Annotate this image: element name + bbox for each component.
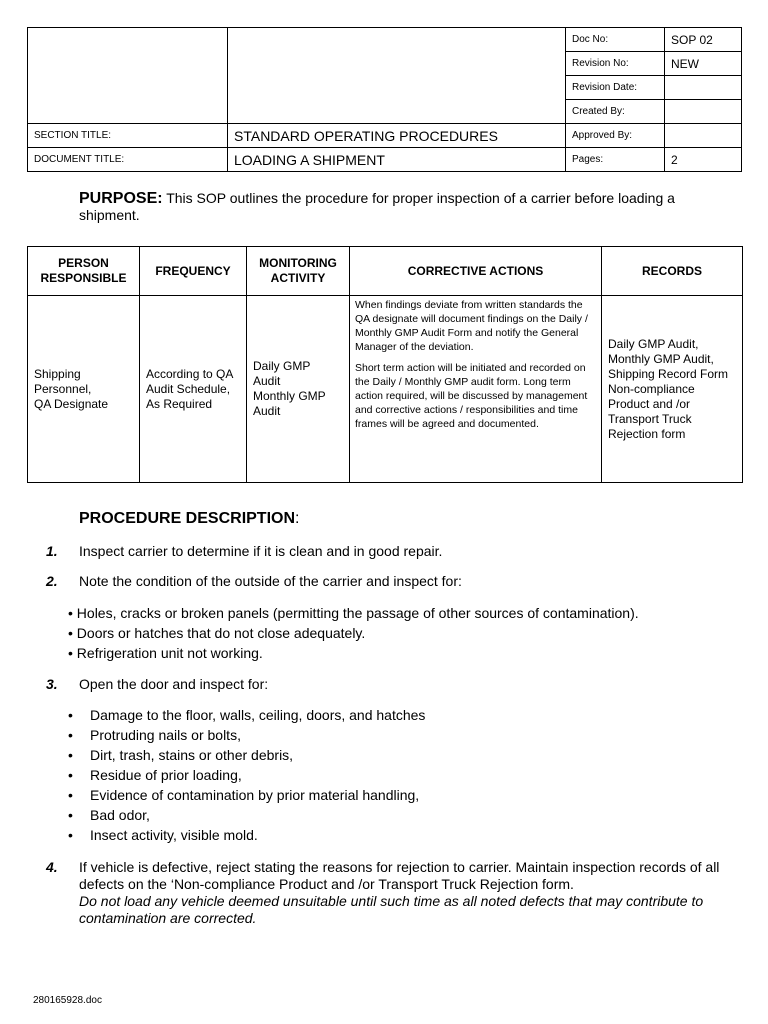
- section-title-label: SECTION TITLE:: [28, 124, 228, 148]
- created-by-value: [665, 100, 742, 124]
- approved-by-label: Approved By:: [566, 124, 665, 148]
- bullet-text: Residue of prior loading,: [90, 767, 242, 783]
- frequency-line: According to QA: [146, 366, 234, 381]
- header-frequency: FREQUENCY: [140, 247, 247, 296]
- bullet-text: Refrigeration unit not working.: [76, 645, 263, 661]
- step-text: If vehicle is defective, reject stating the reasons for rejection to carrier. Maintain inspection records of all defects on the ‘Non-compliance Product and /or Transport Truck Rejection form.: [79, 859, 720, 892]
- bullet-list-step3: [68, 705, 425, 845]
- person-line: Personnel,: [34, 381, 92, 396]
- footer-filename: 280165928.doc: [33, 995, 102, 1006]
- monitoring-table: [27, 246, 743, 483]
- document-title-value: LOADING A SHIPMENT: [228, 148, 566, 172]
- corrective-actions-cell: [350, 296, 602, 483]
- doc-no-label: Doc No:: [566, 28, 665, 52]
- frequency-cell: [140, 296, 247, 483]
- bullet-icon: •: [68, 707, 73, 723]
- blank-header-cell: [228, 28, 566, 124]
- bullet-icon: •: [68, 747, 73, 763]
- frequency-line: Audit Schedule,: [146, 381, 231, 396]
- bullet-icon: •: [68, 605, 73, 621]
- list-item: [68, 745, 425, 765]
- records-line: Non-compliance: [608, 381, 695, 396]
- step-number: 2.: [46, 573, 58, 589]
- bullet-text: Dirt, trash, stains or other debris,: [90, 747, 294, 763]
- header-records: RECORDS: [602, 247, 743, 296]
- person-line: QA Designate: [34, 396, 109, 411]
- purpose-text: This SOP outlines the procedure for proper inspection of a carrier before loading a shipment.: [79, 190, 675, 223]
- created-by-label: Created By:: [566, 100, 665, 124]
- procedure-title-text: PROCEDURE DESCRIPTION: [79, 510, 296, 527]
- logo-cell: [28, 28, 228, 124]
- person-line: Shipping: [34, 366, 81, 381]
- doc-no-value: SOP 02: [665, 28, 742, 52]
- records-line: Daily GMP Audit,: [608, 336, 699, 351]
- activity-cell: [247, 296, 350, 483]
- list-item: [68, 765, 425, 785]
- procedure-title: [79, 510, 299, 528]
- revision-date-label: Revision Date:: [566, 76, 665, 100]
- records-line: Transport Truck: [608, 411, 692, 426]
- records-line: Product and /or: [608, 396, 691, 411]
- list-item: [68, 785, 425, 805]
- step-text: Open the door and inspect for:: [79, 676, 269, 692]
- bullet-icon: •: [68, 767, 73, 783]
- frequency-line: As Required: [146, 396, 213, 411]
- list-item: [68, 603, 639, 623]
- bullet-text: Insect activity, visible mold.: [90, 827, 258, 843]
- pages-label: Pages:: [566, 148, 665, 172]
- corrective-paragraph-1: When findings deviate from written standards the QA designate will document findings on the Daily / Monthly GMP Audit Form and notify the General Manager of the deviation.: [355, 299, 588, 353]
- step-text: Note the condition of the outside of the carrier and inspect for:: [79, 573, 462, 589]
- activity-line: Monthly GMP: [253, 389, 326, 403]
- list-item: [68, 623, 639, 643]
- step-number: 3.: [46, 676, 58, 692]
- list-item: [68, 705, 425, 725]
- step-number: 4.: [46, 859, 58, 875]
- revision-date-value: [665, 76, 742, 100]
- step-note: Do not load any vehicle deemed unsuitable until such time as all noted defects that may contribute to contamination are corrected.: [79, 893, 704, 926]
- revision-no-label: Revision No:: [566, 52, 665, 76]
- bullet-text: Doors or hatches that do not close adequately.: [76, 625, 366, 641]
- header-corrective-actions: CORRECTIVE ACTIONS: [350, 247, 602, 296]
- bullet-text: Protruding nails or bolts,: [90, 727, 241, 743]
- section-title-value: STANDARD OPERATING PROCEDURES: [228, 124, 566, 148]
- list-item: [68, 805, 425, 825]
- records-line: Rejection form: [608, 426, 686, 441]
- bullet-icon: •: [68, 645, 73, 661]
- header-monitoring-activity: MONITORING ACTIVITY: [247, 247, 350, 296]
- step-4-block: [79, 859, 739, 927]
- document-header-table: [27, 27, 742, 172]
- bullet-text: Evidence of contamination by prior material handling,: [90, 787, 420, 803]
- bullet-list-step2: [68, 603, 639, 663]
- bullet-icon: •: [68, 625, 73, 641]
- bullet-icon: •: [68, 807, 73, 823]
- activity-line: Audit: [253, 374, 281, 388]
- activity-line: Audit: [253, 404, 281, 418]
- corrective-paragraph-2: Short term action will be initiated and recorded on the Daily / Monthly GMP audit form. Long term action required, will be discussed by management and corrective actions / responsibilities and time frames will be agreed and documented.: [355, 362, 588, 430]
- approved-by-value: [665, 124, 742, 148]
- purpose-label: PURPOSE:: [79, 190, 163, 207]
- bullet-text: Damage to the floor, walls, ceiling, doors, and hatches: [90, 707, 426, 723]
- procedure-title-colon: :: [295, 510, 300, 527]
- purpose-section: [79, 190, 729, 224]
- header-person-responsible: PERSON RESPONSIBLE: [28, 247, 140, 296]
- bullet-text: Bad odor,: [90, 807, 150, 823]
- bullet-icon: •: [68, 827, 73, 843]
- records-cell: [602, 296, 743, 483]
- records-line: Monthly GMP Audit,: [608, 351, 714, 366]
- bullet-icon: •: [68, 787, 73, 803]
- list-item: [68, 725, 425, 745]
- records-line: Shipping Record Form: [608, 366, 729, 381]
- bullet-text: Holes, cracks or broken panels (permitting the passage of other sources of contamination).: [76, 605, 639, 621]
- revision-no-value: NEW: [665, 52, 742, 76]
- step-text: Inspect carrier to determine if it is clean and in good repair.: [79, 543, 443, 559]
- bullet-icon: •: [68, 727, 73, 743]
- pages-value: 2: [665, 148, 742, 172]
- list-item: [68, 643, 639, 663]
- list-item: [68, 825, 425, 845]
- document-title-label: DOCUMENT TITLE:: [28, 148, 228, 172]
- step-number: 1.: [46, 543, 58, 559]
- activity-line: Daily GMP: [253, 359, 311, 373]
- person-cell: [28, 296, 140, 483]
